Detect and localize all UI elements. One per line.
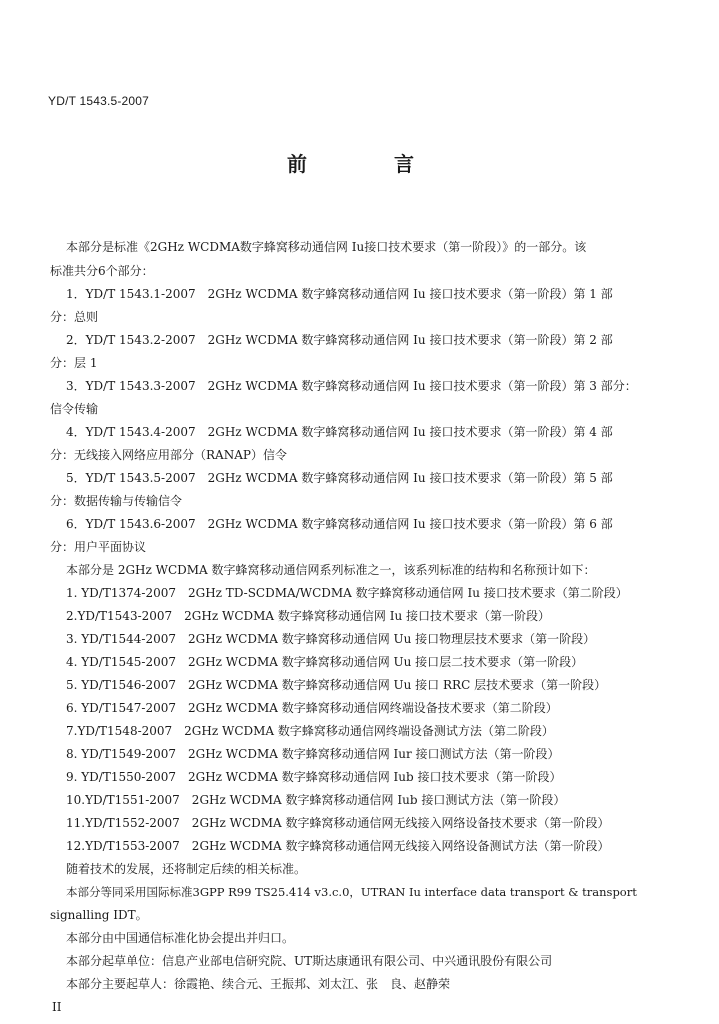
series-intro: 本部分是 2GHz WCDMA 数字蜂窝移动通信网系列标准之一，该系列标准的结构和名称预计如下：: [66, 563, 596, 577]
series-item-6: 6. YD/T1547-2007 2GHz WCDMA 数字蜂窝移动通信网终端设备技术要求（第二阶段）: [66, 701, 558, 715]
part-2-line-1: 2．YD/T 1543.2-2007 2GHz WCDMA 数字蜂窝移动通信网 Iu 接口技术要求（第一阶段）第 2 部: [66, 333, 613, 347]
series-item-7: 7.YD/T1548-2007 2GHz WCDMA 数字蜂窝移动通信网终端设备测试方法（第二阶段）: [66, 724, 554, 738]
part-2-line-2: 分：层 1: [50, 356, 98, 370]
series-item-8: 8. YD/T1549-2007 2GHz WCDMA 数字蜂窝移动通信网 Iur 接口测试方法（第一阶段）: [66, 747, 560, 761]
series-item-4: 4. YD/T1545-2007 2GHz WCDMA 数字蜂窝移动通信网 Uu 接口层二技术要求（第一阶段）: [66, 655, 584, 669]
series-item-5: 5. YD/T1546-2007 2GHz WCDMA 数字蜂窝移动通信网 Uu 接口 RRC 层技术要求（第一阶段）: [66, 678, 607, 692]
equivalence-line-2: signalling IDT。: [50, 908, 148, 922]
part-4-line-1: 4．YD/T 1543.4-2007 2GHz WCDMA 数字蜂窝移动通信网 Iu 接口技术要求（第一阶段）第 4 部: [66, 425, 613, 439]
series-item-12: 12.YD/T1553-2007 2GHz WCDMA 数字蜂窝移动通信网无线接入网络设备测试方法（第一阶段）: [66, 839, 610, 853]
development-note: 随着技术的发展，还将制定后续的相关标准。: [66, 862, 307, 876]
proposer-statement: 本部分由中国通信标准化协会提出并归口。: [66, 931, 295, 945]
equivalence-line-1: 本部分等同采用国际标准3GPP R99 TS25.414 v3.c.0，UTRAN Iu interface data transport & transport: [66, 885, 637, 899]
series-item-9: 9. YD/T1550-2007 2GHz WCDMA 数字蜂窝移动通信网 Iub 接口技术要求（第一阶段）: [66, 770, 562, 784]
series-item-1: 1. YD/T1374-2007 2GHz TD-SCDMA/WCDMA 数字蜂窝移动通信网 Iu 接口技术要求（第二阶段）: [66, 586, 628, 600]
part-5-line-1: 5．YD/T 1543.5-2007 2GHz WCDMA 数字蜂窝移动通信网 Iu 接口技术要求（第一阶段）第 5 部: [66, 471, 613, 485]
part-3-line-2: 信令传输: [50, 402, 99, 416]
page-title: 前 言: [287, 152, 454, 176]
series-item-11: 11.YD/T1552-2007 2GHz WCDMA 数字蜂窝移动通信网无线接入网络设备技术要求（第一阶段）: [66, 816, 610, 830]
part-1-line-2: 分：总则: [50, 310, 99, 324]
page-number: II: [52, 1000, 62, 1014]
series-item-2: 2.YD/T1543-2007 2GHz WCDMA 数字蜂窝移动通信网 Iu 接口技术要求（第一阶段）: [66, 609, 550, 623]
standard-code-header: YD/T 1543.5-2007: [48, 94, 150, 108]
part-6-line-1: 6．YD/T 1543.6-2007 2GHz WCDMA 数字蜂窝移动通信网 Iu 接口技术要求（第一阶段）第 6 部: [66, 517, 613, 531]
series-item-3: 3. YD/T1544-2007 2GHz WCDMA 数字蜂窝移动通信网 Uu 接口物理层技术要求（第一阶段）: [66, 632, 596, 646]
series-item-10: 10.YD/T1551-2007 2GHz WCDMA 数字蜂窝移动通信网 Iub 接口测试方法（第一阶段）: [66, 793, 566, 807]
drafters: 本部分主要起草人：徐霞艳、续合元、王振邦、刘太江、张 良、赵静荣: [66, 977, 451, 991]
intro-line-2: 标准共分6个部分：: [50, 264, 154, 278]
part-1-line-1: 1．YD/T 1543.1-2007 2GHz WCDMA 数字蜂窝移动通信网 Iu 接口技术要求（第一阶段）第 1 部: [66, 287, 613, 301]
part-6-line-2: 分：用户平面协议: [50, 540, 147, 554]
part-4-line-2: 分：无线接入网络应用部分（RANAP）信令: [50, 448, 287, 462]
part-5-line-2: 分：数据传输与传输信令: [50, 494, 183, 508]
part-3-line-1: 3．YD/T 1543.3-2007 2GHz WCDMA 数字蜂窝移动通信网 Iu 接口技术要求（第一阶段）第 3 部分：: [66, 379, 637, 393]
drafting-units: 本部分起草单位：信息产业部电信研究院、UT斯达康通讯有限公司、中兴通讯股份有限公司: [66, 954, 553, 968]
intro-line-1: 本部分是标准《2GHz WCDMA数字蜂窝移动通信网 Iu接口技术要求（第一阶段）》的一部分。该: [66, 240, 587, 254]
